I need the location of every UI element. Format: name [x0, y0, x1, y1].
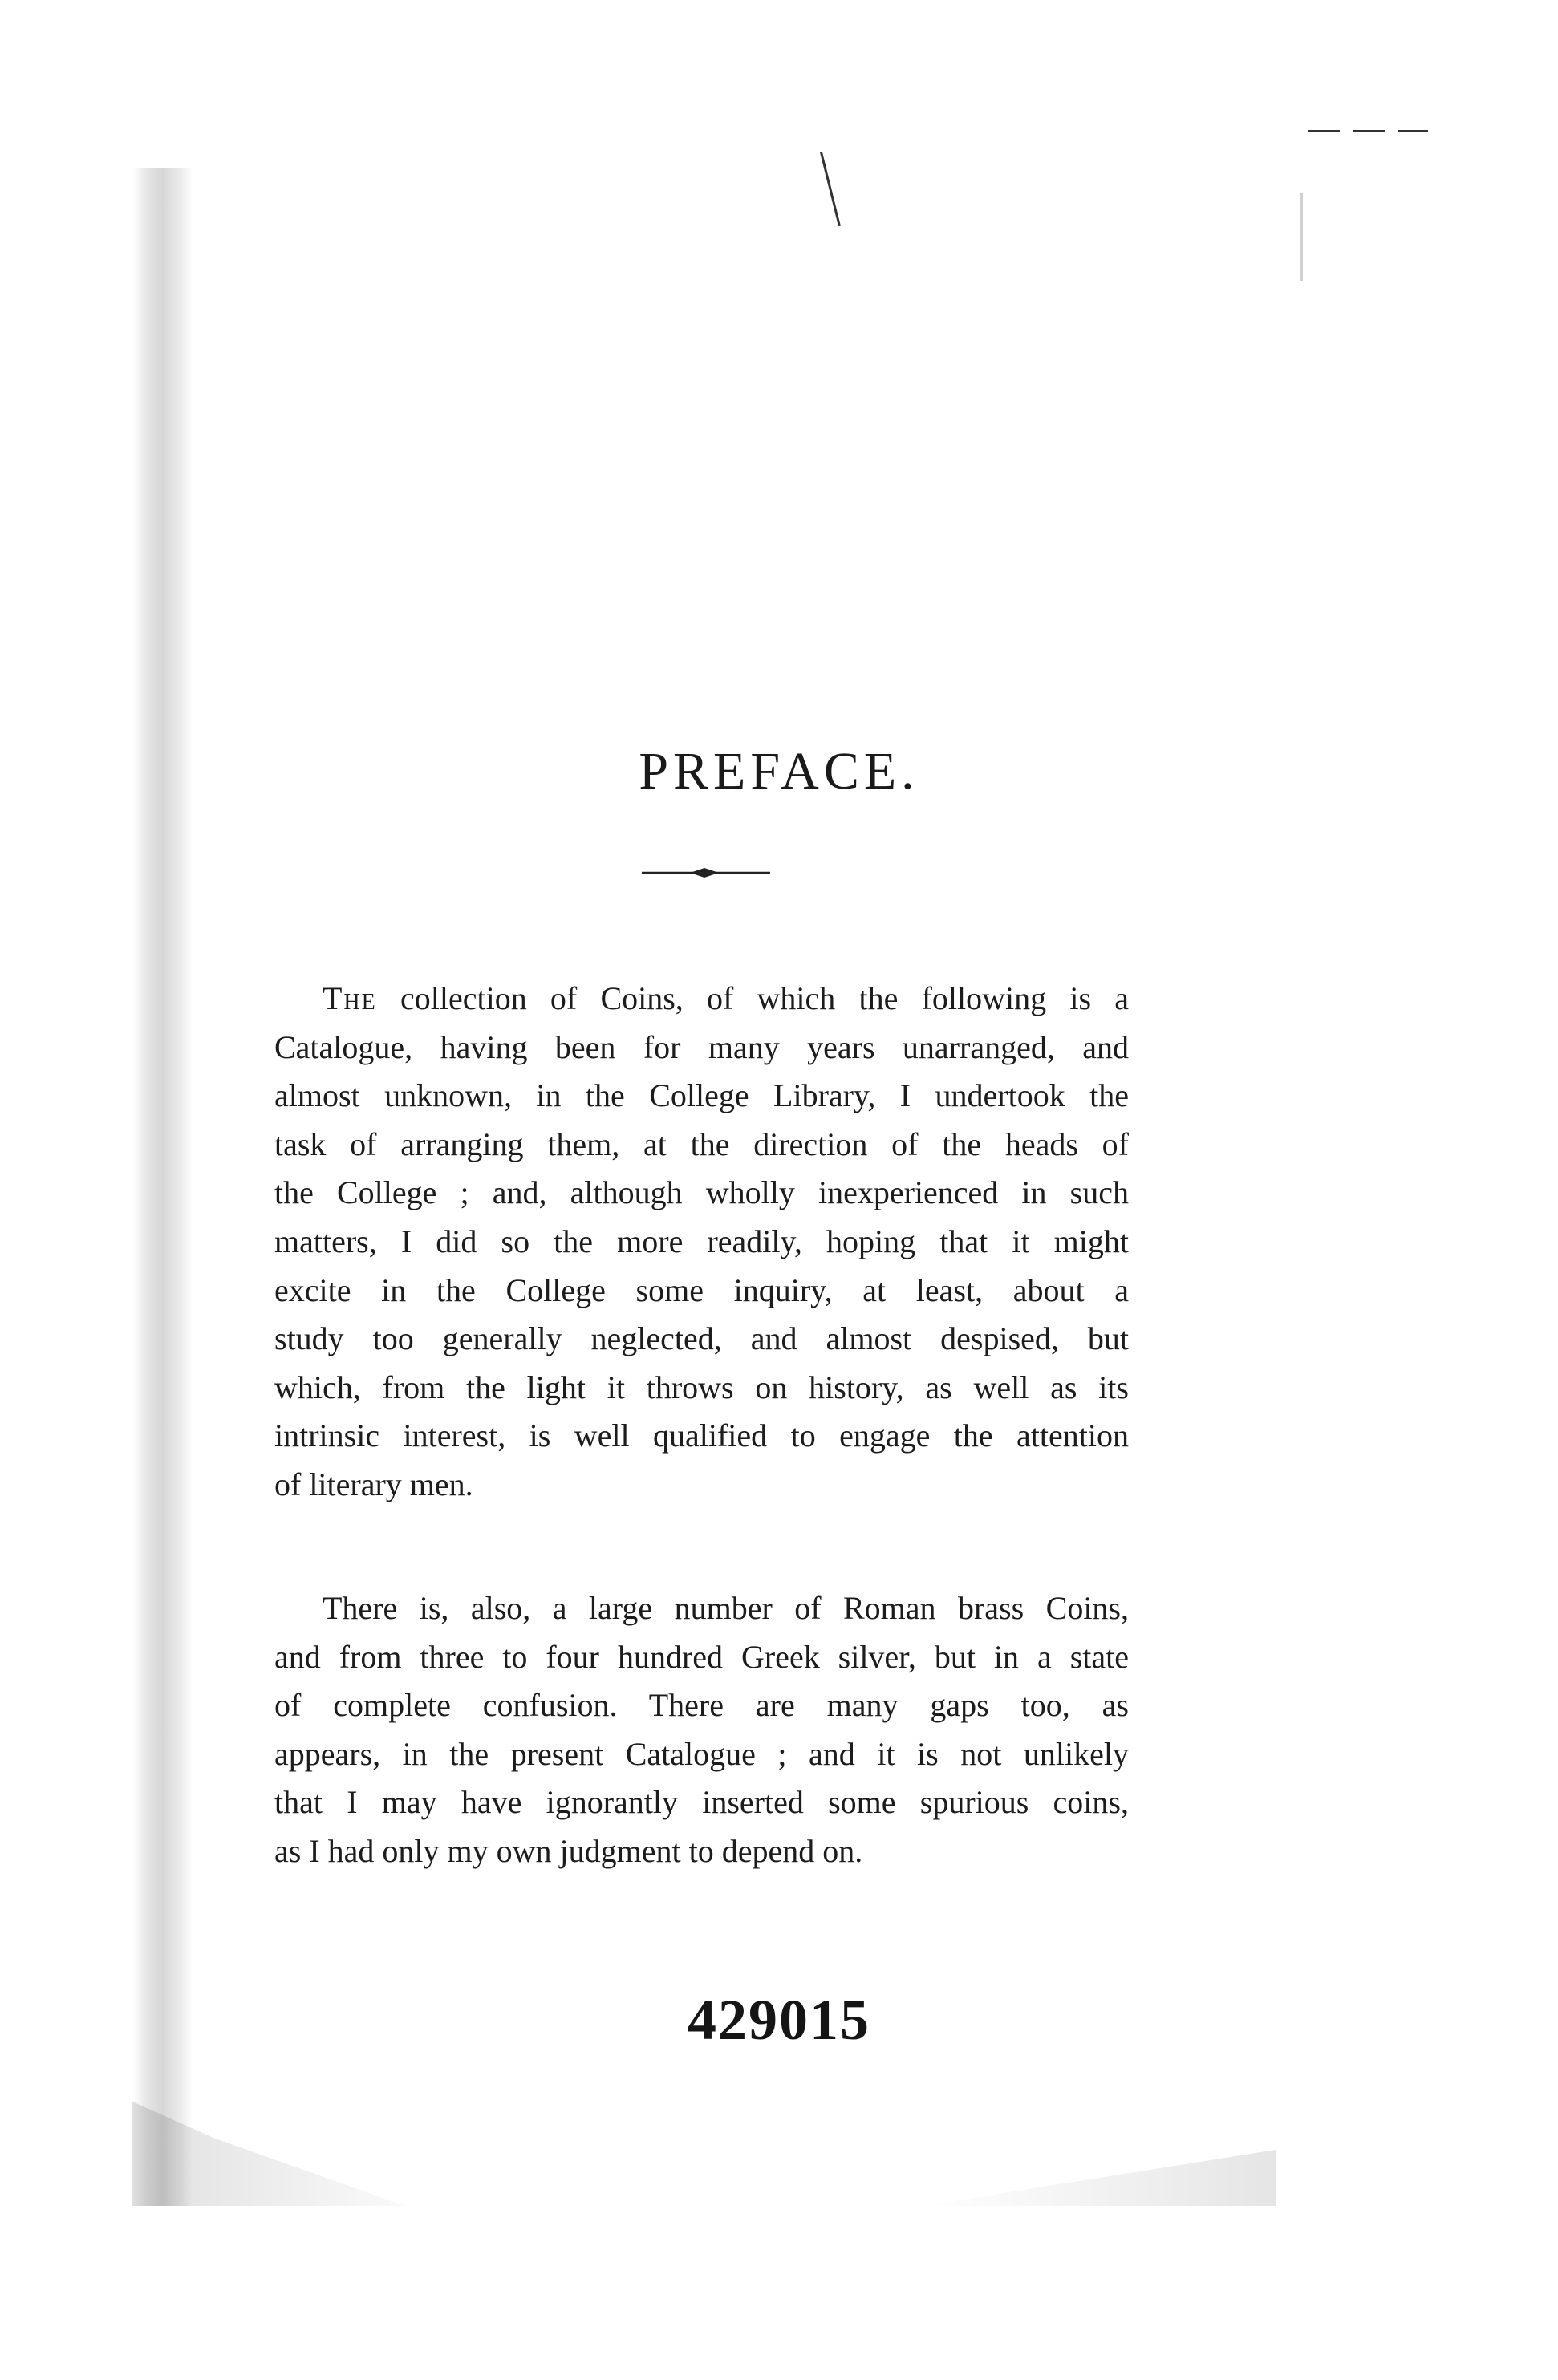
- text-line: almost unknown, in the College Library, I undertook the: [274, 1077, 1129, 1114]
- text-line: which, from the light it throws on history, as well as its: [274, 1368, 1129, 1405]
- text-line: and from three to four hundred Greek silver, but in a state: [274, 1638, 1129, 1675]
- pencil-tick-mark: [820, 152, 841, 226]
- text-line: the College ; and, although wholly inexperienced in such: [274, 1174, 1129, 1211]
- text-line: Catalogue, having been for many years unarranged, and: [274, 1028, 1129, 1065]
- text-line: There is, also, a large number of Roman brass Coins,: [323, 1590, 1129, 1626]
- text-line: excite in the College some inquiry, at least, about a: [274, 1271, 1129, 1308]
- text-line: of literary men.: [274, 1466, 473, 1502]
- binding-shadow: [132, 168, 193, 2206]
- text-line: as I had only my own judgment to depend on.: [274, 1832, 863, 1869]
- stamp-number: 429015: [688, 1988, 870, 2052]
- ornament-divider-icon: [642, 865, 770, 881]
- text-line: study too generally neglected, and almost despised, but: [274, 1320, 1129, 1357]
- text-line: intrinsic interest, is well qualified to engage the attention: [274, 1417, 1129, 1454]
- text-line: that I may have ignorantly inserted some spurious coins,: [274, 1784, 1129, 1821]
- page-edge-shadow: [923, 2150, 1276, 2206]
- scan-mark: [1300, 193, 1303, 281]
- lead-word: The: [323, 980, 377, 1016]
- text-line: of complete confusion. There are many gaps too, as: [274, 1687, 1129, 1724]
- text-line: task of arranging them, at the direction of the heads of: [274, 1125, 1129, 1162]
- text-line: appears, in the present Catalogue ; and it is not unlikely: [274, 1735, 1129, 1772]
- paragraph-1: [274, 975, 1129, 1510]
- paragraph-2: [274, 1584, 1129, 1876]
- text-line: The collection of Coins, of which the following is a: [323, 980, 1129, 1016]
- text-line: matters, I did so the more readily, hoping that it might: [274, 1222, 1129, 1259]
- page-title: PREFACE.: [639, 742, 919, 801]
- scan-dash-mark: [1308, 130, 1428, 132]
